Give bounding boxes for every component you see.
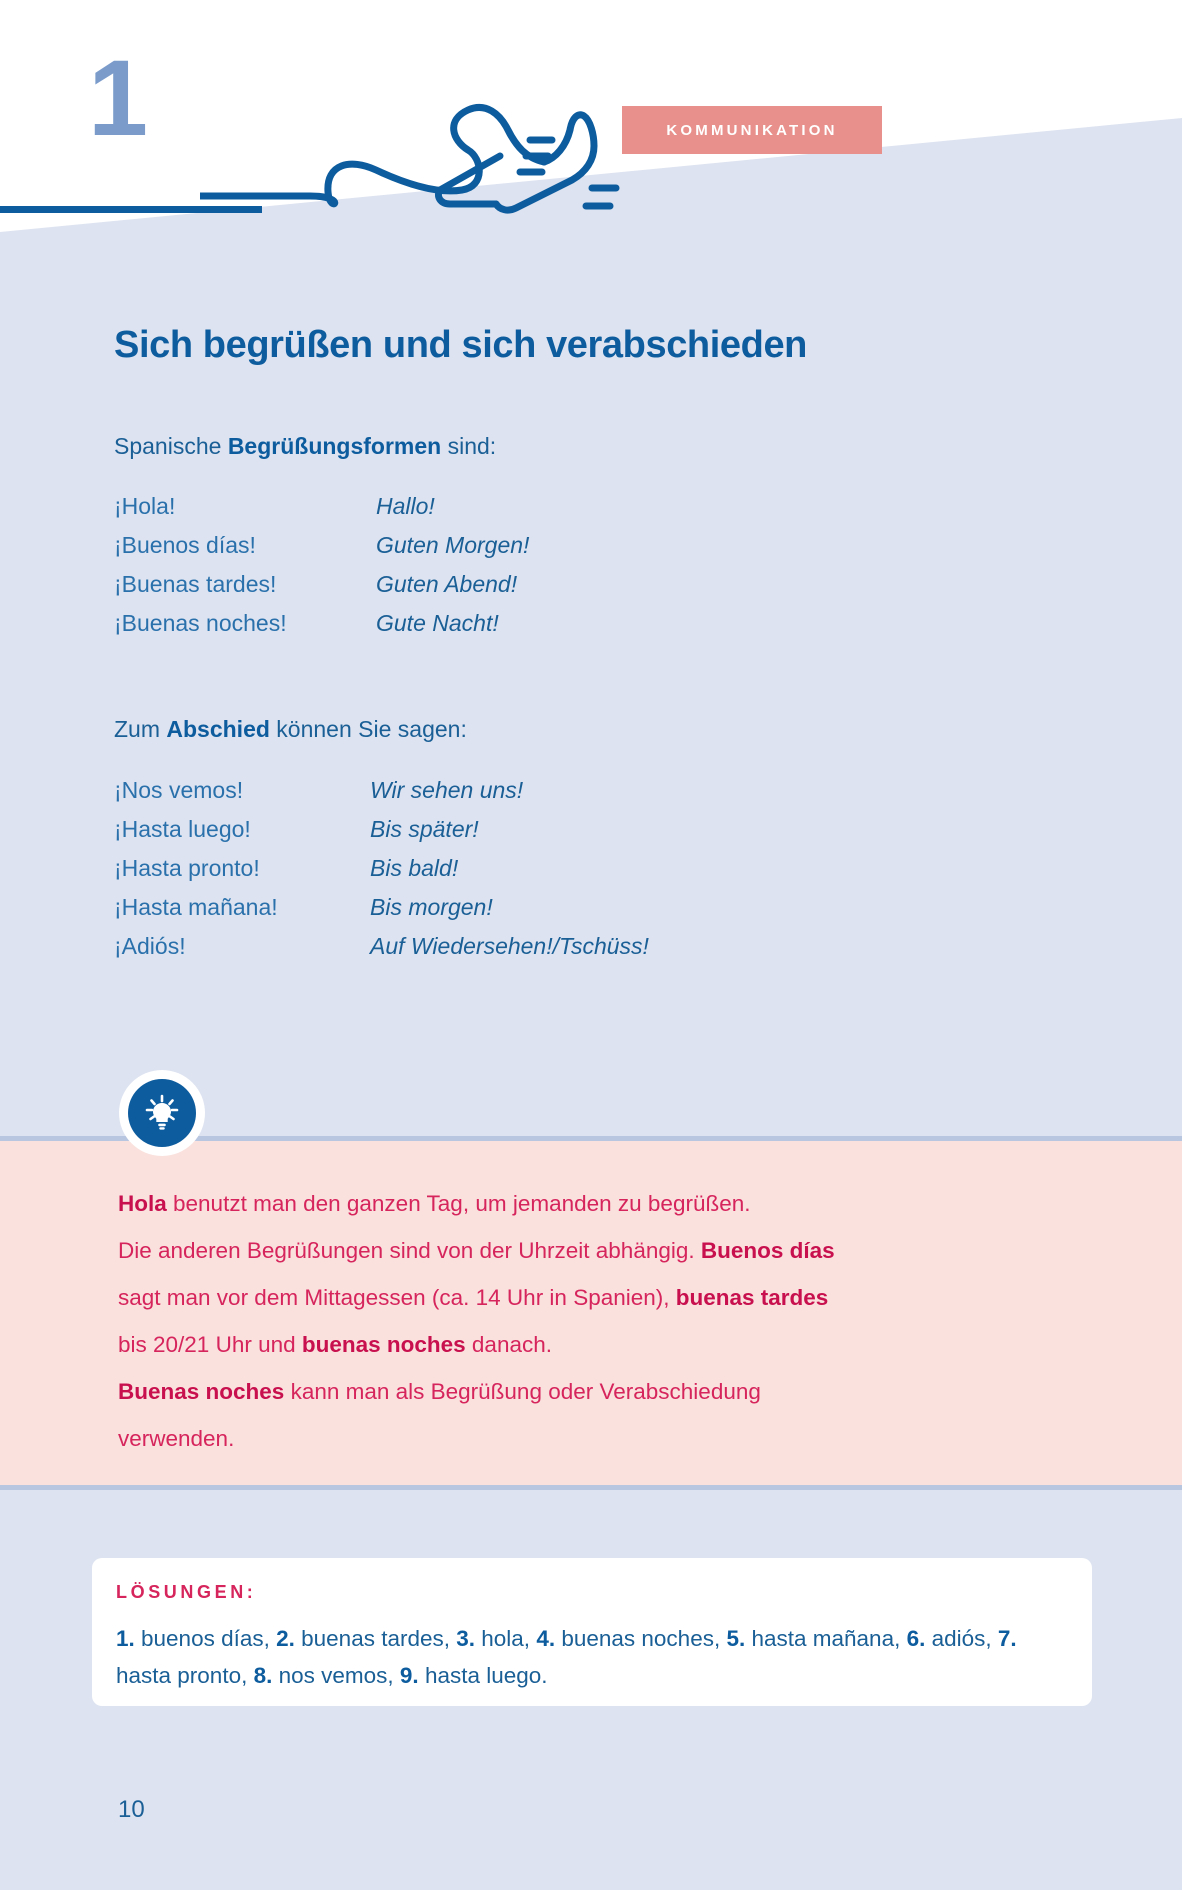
vocab-spanish: ¡Hasta luego! [114, 816, 251, 842]
solution-answer: hasta pronto, [116, 1663, 254, 1688]
tip-run: danach. [465, 1332, 552, 1357]
vocab-spanish: ¡Buenas tardes! [114, 571, 277, 597]
solution-answer: buenas tardes, [294, 1626, 457, 1651]
solution-number: 9. [399, 1663, 419, 1688]
tip-run: verwenden. [118, 1426, 235, 1451]
tip-term: Buenas noches [118, 1379, 285, 1404]
vocab-spanish: ¡Nos vemos! [114, 777, 244, 803]
tip-line [118, 1321, 1078, 1368]
vocab-spanish: ¡Hola! [114, 493, 176, 519]
tip-line [118, 1415, 1078, 1462]
vocab-row [114, 855, 649, 894]
tip-run: kann man als Begrüßung oder Verabschiedung [284, 1379, 761, 1404]
solution-answer: buenas noches, [555, 1626, 727, 1651]
tip-line [118, 1368, 1078, 1415]
vocab-german: Wir sehen uns! [370, 777, 524, 803]
vocab-spanish: ¡Hasta pronto! [114, 855, 260, 881]
vocab-row [114, 816, 649, 855]
vocab-spanish: ¡Adiós! [114, 933, 186, 959]
vocab-spanish: ¡Hasta mañana! [114, 894, 278, 920]
greetings-intro-after: sind: [441, 433, 497, 459]
farewells-list [114, 777, 649, 972]
tip-term: buenas tardes [675, 1285, 829, 1310]
tip-icon-badge [119, 1070, 205, 1156]
tip-run: sagt man vor dem Mittagessen (ca. 14 Uhr in Spanien), [118, 1285, 676, 1310]
tip-line [118, 1180, 1078, 1227]
tip-run: benutzt man den ganzen Tag, um jemanden zu begrüßen. [166, 1191, 751, 1216]
tip-term: Buenos días [700, 1238, 835, 1263]
farewell-intro-after: können Sie sagen: [269, 716, 467, 742]
solution-answer: hasta luego. [418, 1663, 548, 1688]
tip-text [118, 1180, 1078, 1462]
farewell-intro [114, 716, 467, 743]
page-title: Sich begrüßen und sich verabschieden [114, 324, 807, 366]
section-badge [622, 106, 882, 154]
vocab-german: Bis bald! [370, 855, 459, 881]
solution-answer: hola, [475, 1626, 537, 1651]
page-number: 10 [118, 1796, 145, 1823]
solution-number: 7. [997, 1626, 1017, 1651]
solution-answer: adiós, [925, 1626, 998, 1651]
vocab-german: Auf Wiedersehen!/Tschüss! [370, 933, 649, 959]
farewell-intro-before: Zum [114, 716, 167, 742]
vocab-spanish: ¡Buenos días! [114, 532, 256, 558]
solution-answer: hasta mañana, [745, 1626, 907, 1651]
greetings-intro-before: Spanische [114, 433, 228, 459]
solution-number: 5. [726, 1626, 746, 1651]
tip-run: bis 20/21 Uhr und [118, 1332, 302, 1357]
solution-answer: nos vemos, [272, 1663, 400, 1688]
vocab-row [114, 532, 529, 571]
tip-divider-bottom [0, 1485, 1182, 1490]
farewell-intro-bold: Abschied [166, 716, 270, 742]
vocab-german: Bis später! [370, 816, 479, 842]
vocab-row [114, 610, 529, 649]
solution-number: 2. [276, 1626, 295, 1651]
solutions-box [92, 1558, 1092, 1706]
greetings-intro-bold: Begrüßungsformen [227, 433, 442, 459]
solution-answer: buenos días, [134, 1626, 277, 1651]
section-badge-label: KOMMUNIKATION [666, 121, 838, 139]
solutions-title: LÖSUNGEN: [116, 1582, 257, 1602]
solution-number: 8. [253, 1663, 273, 1688]
vocab-row [114, 933, 649, 972]
vocab-row [114, 894, 649, 933]
vocab-german: Hallo! [376, 493, 435, 519]
vocab-row [114, 777, 649, 816]
vocab-spanish: ¡Buenas noches! [114, 610, 287, 636]
vocab-row [114, 493, 529, 532]
greetings-list [114, 493, 529, 649]
vocab-row [114, 571, 529, 610]
chapter-number: 1 [88, 37, 145, 158]
solution-number: 6. [906, 1626, 926, 1651]
vocab-german: Guten Morgen! [376, 532, 530, 558]
main-content [0, 180, 1182, 1140]
solution-number: 3. [456, 1626, 476, 1651]
vocab-german: Bis morgen! [370, 894, 493, 920]
solution-number: 1. [116, 1626, 135, 1651]
lightbulb-icon [128, 1079, 196, 1147]
tip-line [118, 1227, 1078, 1274]
greetings-intro [114, 433, 496, 460]
solutions-answers [116, 1620, 1071, 1694]
solution-number: 4. [536, 1626, 556, 1651]
tip-term: buenas noches [301, 1332, 466, 1357]
vocab-german: Gute Nacht! [376, 610, 499, 636]
tip-run: Die anderen Begrüßungen sind von der Uhrzeit abhängig. [118, 1238, 701, 1263]
tip-line [118, 1274, 1078, 1321]
vocab-german: Guten Abend! [376, 571, 518, 597]
tip-term: Hola [118, 1191, 167, 1216]
